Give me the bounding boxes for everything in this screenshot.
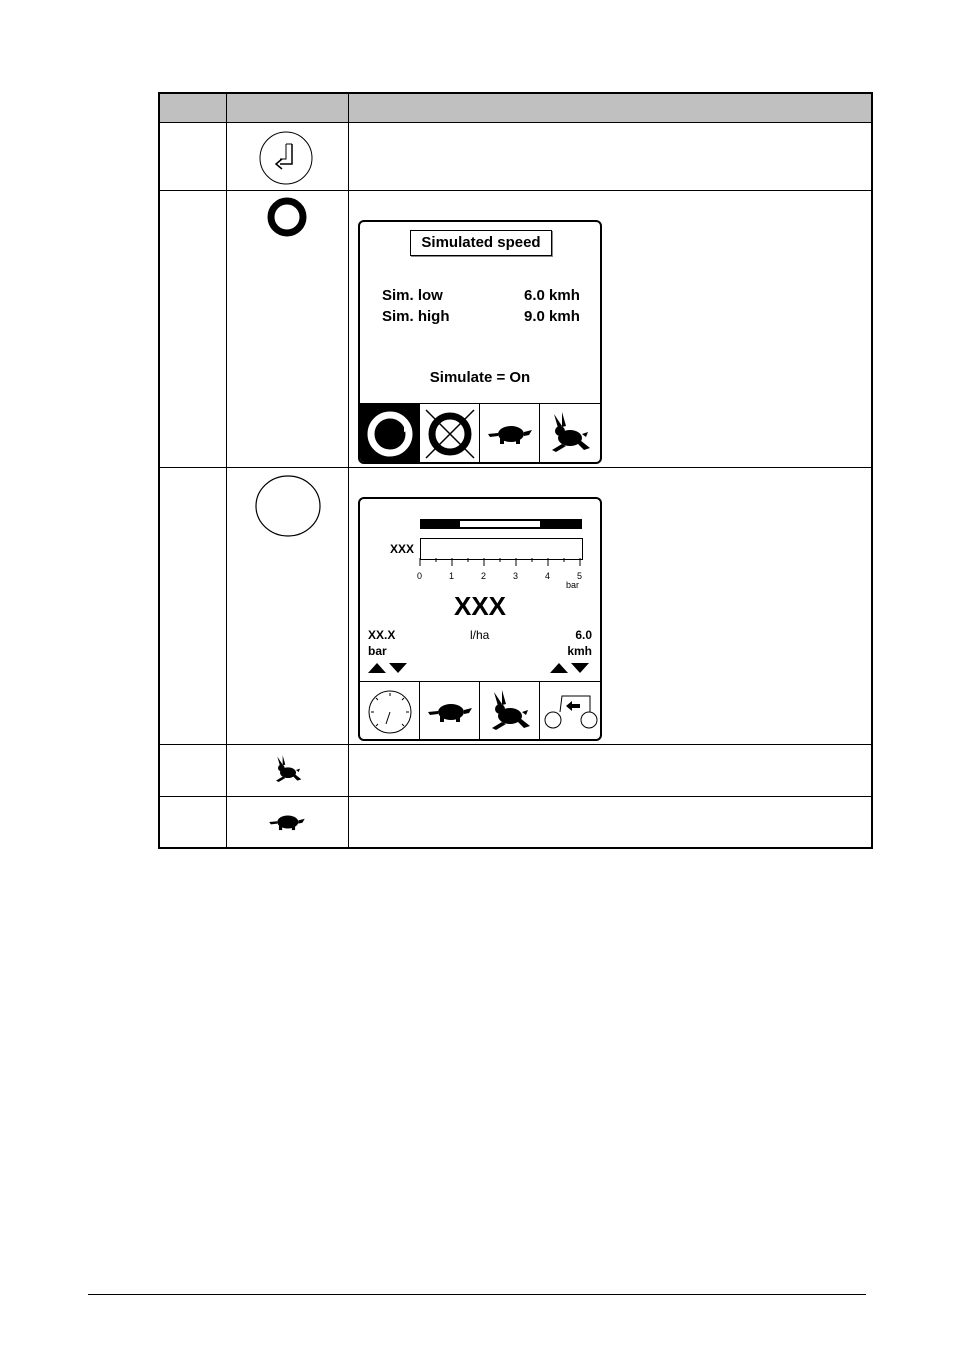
- softkey-sim-high[interactable]: [540, 404, 600, 464]
- column-divider: [226, 92, 227, 849]
- tick-label: 1: [449, 571, 455, 581]
- tick-label: 3: [513, 571, 519, 581]
- softkey-hare[interactable]: [480, 682, 540, 741]
- sim-high-value: 9.0 kmh: [524, 308, 580, 325]
- speed-range-window: [460, 521, 540, 527]
- simulate-status: Simulate = On: [429, 369, 531, 386]
- softkey-bar: [360, 403, 600, 464]
- simulate-wheel-icon: [267, 197, 307, 237]
- softkey-gauge[interactable]: [360, 682, 420, 741]
- tick-unit: bar: [566, 580, 580, 590]
- tortoise-icon: [480, 404, 540, 464]
- pressure-scale: [418, 558, 588, 572]
- row-divider: [158, 744, 873, 745]
- pressure-bar: [420, 538, 583, 560]
- rate-unit: l/ha: [470, 628, 490, 642]
- hare-icon: [540, 404, 600, 464]
- softkey-tractor[interactable]: [540, 682, 600, 741]
- speed-value: 6.0: [575, 628, 592, 642]
- bar-label: XXX: [390, 542, 415, 556]
- blank-circle-button-icon: [254, 474, 322, 538]
- softkey-sim-low[interactable]: [480, 404, 540, 464]
- tick-label: 2: [481, 571, 487, 581]
- speed-unit: kmh: [567, 644, 592, 658]
- tick-label: 4: [545, 571, 551, 581]
- gauge-icon: [360, 682, 420, 741]
- hare-icon: [480, 682, 540, 741]
- pressure-value: XX.X: [368, 628, 396, 642]
- enter-icon: [258, 130, 314, 186]
- row-divider: [158, 122, 873, 123]
- tick-label: 0: [417, 571, 423, 581]
- main-value: XXX: [453, 591, 507, 621]
- pressure-up-down-icon: [368, 662, 410, 674]
- pressure-unit: bar: [368, 644, 387, 658]
- softkey-tortoise[interactable]: [420, 682, 480, 741]
- column-divider: [348, 92, 349, 849]
- softkey-bar: [360, 681, 600, 741]
- softkey-simulate-on[interactable]: [360, 404, 420, 464]
- speed-range-bar: [420, 519, 582, 529]
- hare-icon: [268, 750, 308, 790]
- simulated-speed-screen: [358, 220, 602, 464]
- footer-rule: [88, 1294, 866, 1295]
- row-divider: [158, 190, 873, 191]
- row-divider: [158, 796, 873, 797]
- tortoise-icon: [266, 808, 308, 836]
- working-screen: [358, 497, 602, 741]
- sim-low-value: 6.0 kmh: [524, 287, 580, 304]
- simulate-off-icon: [420, 404, 480, 464]
- sim-low-label: Sim. low: [382, 287, 443, 304]
- screen-title: Simulated speed: [421, 234, 541, 251]
- sim-high-label: Sim. high: [382, 308, 450, 325]
- row-divider: [158, 467, 873, 468]
- tick-label: 5: [577, 571, 583, 581]
- simulate-on-icon: [360, 404, 420, 464]
- tractor-icon: [540, 682, 600, 741]
- speed-up-down-icon: [550, 662, 592, 674]
- softkey-simulate-off[interactable]: [420, 404, 480, 464]
- tortoise-icon: [420, 682, 480, 741]
